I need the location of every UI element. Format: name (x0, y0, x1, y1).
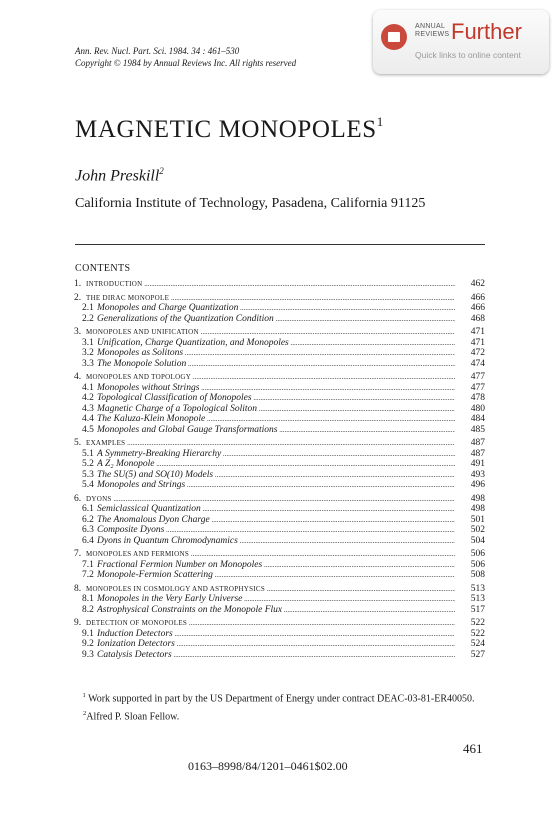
toc-number: 7.2 (82, 570, 94, 580)
toc-title: EXAMPLES ..... (86, 438, 455, 449)
citation-line-2: Copyright © 1984 by Annual Reviews Inc. All rights reserved (75, 57, 297, 68)
annual-reviews-logo-icon (381, 24, 407, 50)
toc-section (75, 549, 485, 560)
toc-title: Composite Dyons ..... (97, 525, 455, 536)
toc-subsection (75, 383, 485, 394)
toc-subsection (75, 404, 485, 415)
toc-number: 6.1 (82, 504, 94, 514)
toc-number: 5.1 (82, 448, 94, 459)
toc-page: 522 (470, 628, 485, 639)
toc-number: 6. (74, 493, 82, 504)
toc-page: 477 (470, 382, 485, 393)
toc-title: Ionization Detectors ..... (97, 639, 455, 650)
toc-subsection (75, 629, 485, 640)
toc-number: 7. (74, 549, 82, 559)
toc-subsection (75, 536, 485, 547)
toc-subsection (75, 605, 485, 616)
toc-number: 3.2 (82, 348, 94, 358)
table-of-contents (75, 279, 485, 660)
toc-title: The Kaluza-Klein Monopole ..... (97, 414, 455, 425)
toc-page: 527 (470, 649, 485, 660)
toc-title: Monopoles without Strings ..... (97, 383, 455, 394)
toc-subsection (75, 470, 485, 481)
toc-page: 513 (470, 594, 485, 604)
toc-number: 5.3 (82, 469, 94, 480)
toc-number: 8.1 (82, 594, 94, 604)
toc-number: 4.2 (82, 393, 94, 403)
toc-number: 7.1 (82, 559, 94, 570)
toc-section (75, 494, 485, 505)
toc-title: A Symmetry-Breaking Hierarchy ..... (97, 449, 455, 460)
author-footnote-mark: 2 (159, 166, 164, 176)
toc-subsection (75, 515, 485, 526)
toc-number: 2. (74, 292, 82, 303)
article-title: MAGNETIC MONOPOLES$^1$ (75, 114, 384, 143)
toc-section (75, 293, 485, 304)
toc-page: 468 (470, 313, 485, 324)
badge-brand: ANNUAL REVIEWS (415, 23, 450, 38)
toc-title: Generalizations of the Quantization Condition ..... (97, 314, 455, 325)
toc-number: 2.2 (82, 313, 94, 324)
toc-subsection (75, 650, 485, 661)
toc-page: 517 (470, 604, 485, 615)
toc-subsection (75, 425, 485, 436)
toc-page: 474 (470, 358, 485, 369)
toc-subsection (75, 459, 485, 470)
author-affiliation: California Institute of Technology, Pasadena, California 91125 (75, 196, 426, 211)
toc-page: 501 (470, 514, 485, 525)
footnote-2: $^2$Alfred P. Sloan Fellow. (83, 710, 180, 723)
toc-subsection (75, 594, 485, 605)
toc-subsection (75, 639, 485, 650)
toc-number: 4.5 (82, 424, 94, 435)
toc-subsection (75, 525, 485, 536)
toc-title: Monopole-Fermion Scattering ..... (97, 570, 455, 581)
toc-number: 4.3 (82, 403, 94, 414)
toc-title: Monopoles in the Very Early Universe ..... (97, 594, 455, 605)
toc-subsection (75, 314, 485, 325)
toc-page: 478 (470, 393, 485, 403)
toc-title: INTRODUCTION ..... (86, 279, 455, 290)
toc-subsection (75, 560, 485, 571)
toc-page: 508 (470, 570, 485, 580)
toc-page: 484 (470, 414, 485, 424)
toc-title: Monopoles and Charge Quantization ..... (97, 303, 455, 314)
toc-page: 522 (470, 618, 485, 628)
toc-title: Topological Classification of Monopoles ..... (97, 393, 455, 404)
footnotes (75, 690, 485, 724)
toc-number: 8. (74, 583, 82, 594)
toc-number: 9.2 (82, 639, 94, 649)
toc-page: 506 (470, 549, 485, 559)
toc-subsection (75, 480, 485, 491)
toc-subsection (75, 348, 485, 359)
toc-number: 9.3 (82, 649, 94, 660)
toc-page: 513 (470, 583, 485, 594)
toc-title: THE DIRAC MONOPOLE ..... (86, 293, 455, 304)
toc-number: 3.1 (82, 337, 94, 348)
toc-page: 471 (470, 327, 485, 337)
journal-citation (75, 46, 296, 69)
toc-page: 491 (470, 459, 485, 469)
toc-title: Magnetic Charge of a Topological Soliton ..... (97, 404, 455, 415)
toc-page: 496 (470, 480, 485, 490)
toc-page: 462 (470, 279, 485, 289)
footnote-1: $^1$ Work supported in part by the US Department of Energy under contract DEAC-03-81-ER40050. (82, 692, 475, 705)
toc-title: Induction Detectors ..... (97, 629, 455, 640)
page-number: 461 (463, 741, 483, 756)
toc-title: DYONS ..... (86, 494, 455, 505)
toc-title: The Monopole Solution ..... (97, 359, 455, 370)
toc-number: 8.2 (82, 604, 94, 615)
toc-number: 5. (74, 438, 82, 448)
toc-title: Astrophysical Constraints on the Monopole Flux ..... (97, 605, 455, 616)
author-name: John Preskill$^2$ (75, 166, 164, 185)
toc-title: Dyons in Quantum Chromodynamics ..... (97, 536, 455, 547)
toc-section (75, 327, 485, 338)
horizontal-rule (75, 244, 485, 245)
toc-page: 477 (470, 372, 485, 382)
toc-section (75, 618, 485, 629)
toc-subsection (75, 414, 485, 425)
toc-page: 466 (470, 303, 485, 313)
toc-number: 4. (74, 372, 82, 382)
toc-page: 472 (470, 348, 485, 358)
toc-page: 504 (470, 535, 485, 546)
toc-title: Unification, Charge Quantization, and Monopoles ..... (97, 338, 455, 349)
toc-number: 3.3 (82, 358, 94, 369)
toc-number: 6.3 (82, 525, 94, 535)
issn-line: 0163–8998/84/1201–0461$02.00 (188, 759, 348, 773)
toc-number: 9. (74, 618, 82, 628)
toc-title: Monopoles as Solitons ..... (97, 348, 455, 359)
badge-word: Further (451, 19, 522, 44)
toc-page: 485 (470, 424, 485, 435)
toc-section (75, 279, 485, 290)
badge-subtitle: Quick links to online content (415, 50, 521, 60)
toc-title: Monopoles and Strings ..... (97, 480, 455, 491)
toc-subsection (75, 449, 485, 460)
toc-subsection (75, 359, 485, 370)
toc-subsection (75, 393, 485, 404)
toc-title: MONOPOLES AND TOPOLOGY ..... (86, 372, 455, 383)
toc-number: 9.1 (82, 628, 94, 639)
toc-section (75, 438, 485, 449)
toc-title: MONOPOLES AND UNIFICATION ..... (86, 327, 455, 338)
toc-title: MONOPOLES IN COSMOLOGY AND ASTROPHYSICS ..... (86, 584, 455, 595)
toc-number: 4.1 (82, 382, 94, 393)
toc-page: 498 (470, 504, 485, 514)
contents-heading: CONTENTS (75, 263, 131, 274)
citation-line-1: Ann. Rev. Nucl. Part. Sci. 1984. 34 : 461–530 (75, 46, 240, 56)
toc-number: 5.4 (82, 480, 94, 490)
toc-page: 502 (470, 525, 485, 535)
toc-number: 6.4 (82, 535, 94, 546)
toc-section (75, 372, 485, 383)
toc-number: 5.2 (82, 459, 94, 469)
toc-title: MONOPOLES AND FERMIONS ..... (86, 549, 455, 560)
toc-title: Fractional Fermion Number on Monopoles ..... (97, 560, 455, 571)
toc-title: The Anomalous Dyon Charge ..... (97, 515, 455, 526)
toc-number: 1. (74, 279, 82, 289)
toc-section (75, 584, 485, 595)
further-links-badge[interactable] (373, 10, 549, 74)
toc-number: 3. (74, 327, 82, 337)
toc-number: 6.2 (82, 514, 94, 525)
toc-page: 480 (470, 403, 485, 414)
toc-page: 493 (470, 469, 485, 480)
toc-page: 498 (470, 493, 485, 504)
toc-subsection (75, 338, 485, 349)
toc-title: DETECTION OF MONOPOLES ..... (86, 618, 455, 629)
toc-subsection (75, 303, 485, 314)
toc-page: 506 (470, 559, 485, 570)
toc-page: 471 (470, 337, 485, 348)
title-footnote-mark: 1 (376, 114, 384, 129)
toc-page: 466 (470, 292, 485, 303)
toc-number: 4.4 (82, 414, 94, 424)
toc-subsection (75, 570, 485, 581)
toc-title: Semiclassical Quantization ..... (97, 504, 455, 515)
toc-number: 2.1 (82, 303, 94, 313)
toc-page: 487 (470, 438, 485, 448)
toc-title: Monopoles and Global Gauge Transformations ..... (97, 425, 455, 436)
toc-title: Catalysis Detectors ..... (97, 650, 455, 661)
toc-title: The SU(5) and SO(10) Models ..... (97, 470, 455, 481)
toc-subsection (75, 504, 485, 515)
toc-page: 487 (470, 448, 485, 459)
toc-page: 524 (470, 639, 485, 649)
toc-title: A Z₂ Monopole ..... (97, 459, 455, 470)
